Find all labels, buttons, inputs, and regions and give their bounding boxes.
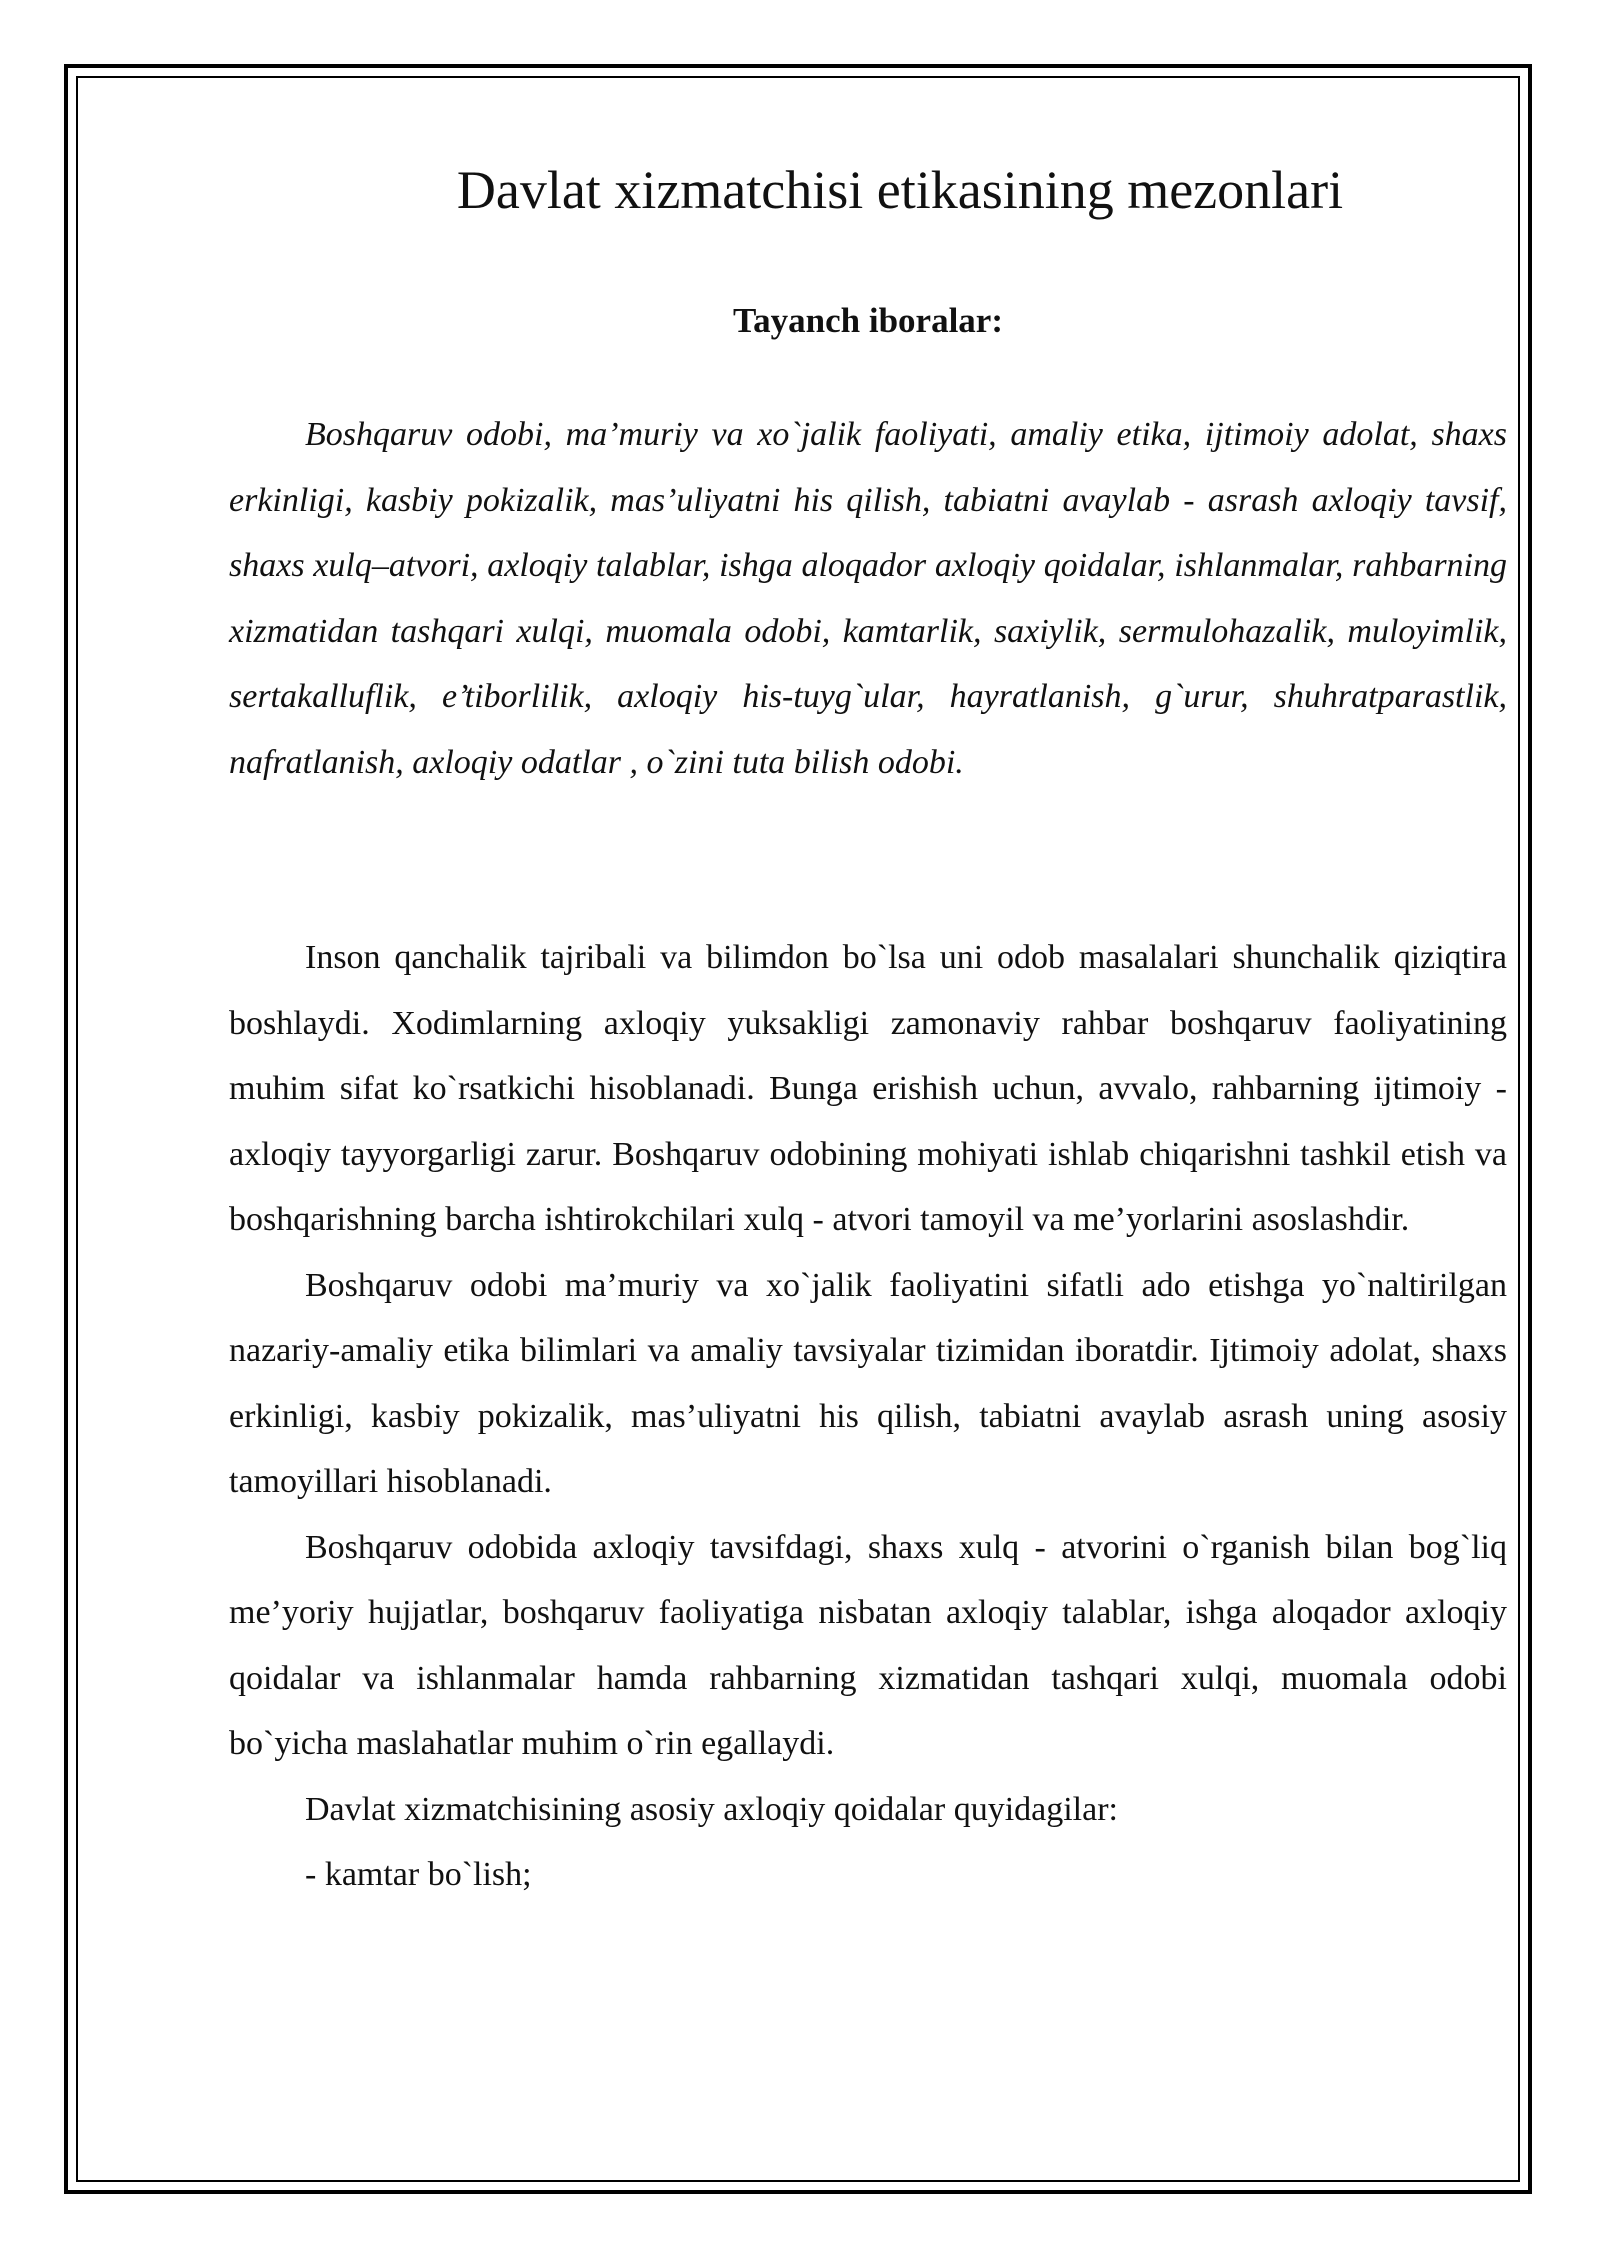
body-paragraph: Inson qanchalik tajribali va bilimdon bo`lsa uni odob masalalari shunchalik qiziqtira boshlaydi. Xodimlarning axloqiy yuksakligi zamonaviy rahbar boshqaruv faoliyatining muhim sifat ko`rsatkichi hisoblanadi. Bunga erishish uchun, avvalo, rahbarning ijtimoiy - axloqiy tayyorgarligi zarur. Boshqaruv odobining mohiyati ishlab chiqarishni tashkil etish va boshqarishning barcha ishtirokchilari xulq - atvori tamoyil va me’yorlarini asoslashdir.: [229, 939, 1507, 1238]
document-content: [229, 150, 1507, 1908]
body-paragraph: Davlat xizmatchisining asosiy axloqiy qoidalar quyidagilar:: [305, 1790, 1118, 1828]
list-item: - kamtar bo`lish;: [305, 1856, 532, 1893]
keywords-paragraph: Boshqaruv odobi, ma’muriy va xo`jalik faoliyati, amaliy etika, ijtimoiy adolat, shaxs erkinligi, kasbiy pokizalik, mas’uliyatni his qilish, tabiatni avaylab - asrash axloqiy tavsif, shaxs xulq–atvori, axloqiy talablar, ishga aloqador axloqiy qoidalar, ishlanmalar, rahbarning xizmatidan tashqari xulqi, muomala odobi, kamtarlik, saxiylik, sermulohazalik, muloyimlik, sertakalluflik, e’tiborlilik, axloqiy his-tuyg`ular, hayratlanish, g`urur, shuhratparastlik, nafratlanish, axloqiy odatlar , o`zini tuta bilish odobi.: [229, 416, 1507, 781]
body-paragraph: Boshqaruv odobida axloqiy tavsifdagi, shaxs xulq - atvorini o`rganish bilan bog`liq me’yoriy hujjatlar, boshqaruv faoliyatiga nisbatan axloqiy talablar, ishga aloqador axloqiy qoidalar va ishlanmalar hamda rahbarning xizmatidan tashqari xulqi, muomala odobi bo`yicha maslahatlar muhim o`rin egallaydi.: [229, 1528, 1507, 1762]
body-text: [229, 925, 1507, 1908]
keywords-heading: Tayanch iboralar:: [733, 301, 1003, 340]
body-paragraph: Boshqaruv odobi ma’muriy va xo`jalik faoliyatini sifatli ado etishga yo`naltirilgan nazariy-amaliy etika bilimlari va amaliy tavsiyalar tizimidan iboratdir. Ijtimoiy adolat, shaxs erkinligi, kasbiy pokizalik, mas’uliyatni his qilish, tabiatni avaylab asrash uning asosiy tamoyillari hisoblanadi.: [229, 1266, 1507, 1500]
document-title: Davlat xizmatchisi etikasining mezonlari: [456, 160, 1344, 220]
